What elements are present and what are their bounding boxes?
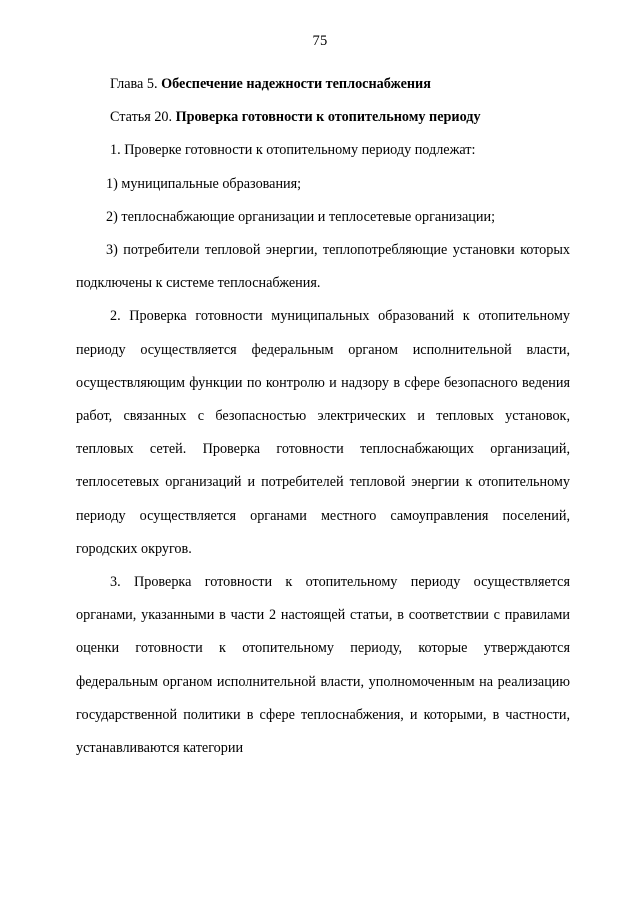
article-heading [76,101,570,134]
chapter-heading [76,68,570,101]
paragraph-3: 3. Проверка готовности к отопительному периоду осуществляется органами, указанными в части 2 настоящей статьи, в соответствии с правилами оценки готовности к отопительному периоду, которые утверждаются федеральным органом исполнительной власти, уполномоченным на реализацию государственной политики в сфере теплоснабжения, и которыми, в частности, устанавливаются категории [76,574,570,757]
article-heading-prefix: Статья 20. [110,109,176,126]
page-content [76,68,570,765]
chapter-heading-prefix: Глава 5. [110,76,162,92]
paragraph-1: 1. Проверке готовности к отопительному периоду подлежат: [110,142,476,159]
paragraph-item-3: 3) потребители тепловой энергии, теплопотребляющие установки которых подключены к системе теплоснабжения. [76,242,570,292]
article-heading-title: Проверка готовности к отопительному периоду [175,109,481,126]
paragraph-item-1: 1) муниципальные образования; [106,175,302,192]
page-number: 75 [312,33,328,49]
paragraph-2: 2. Проверка готовности муниципальных образований к отопительному периоду осуществляется федеральным органом исполнительной власти, осуществляющим функции по контролю и надзору в сфере безопасного ведения работ, связанных с безопасностью электрических и тепловых установок, тепловых сетей. Проверка готовности теплоснабжающих организаций, теплосетевых организаций и потребителей тепловой энергии к отопительному периоду осуществляется органами местного самоуправления поселений, городских округов. [76,308,570,557]
paragraph-item-2: 2) теплоснабжающие организации и теплосетевые организации; [106,208,496,225]
chapter-heading-title: Обеспечение надежности теплоснабжения [161,76,431,92]
